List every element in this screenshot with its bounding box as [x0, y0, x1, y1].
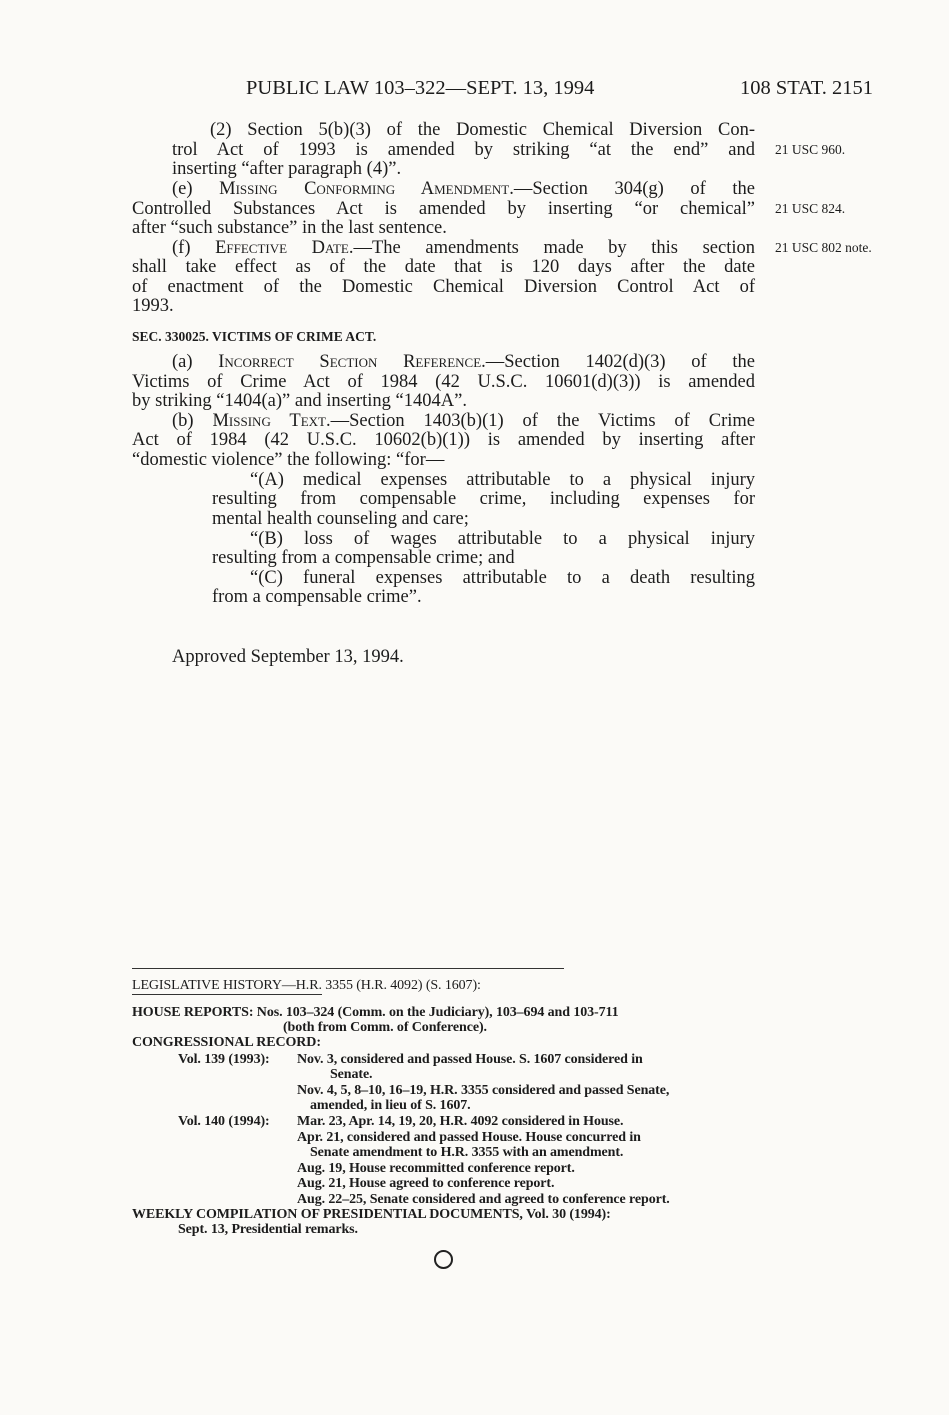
- text-line: by striking “1404(a)” and inserting “1404A”.: [132, 391, 467, 411]
- text-line: trol Act of 1993 is amended by striking “at the end” and: [172, 140, 755, 160]
- text-line: “(C) funeral expenses attributable to a death resulting: [250, 568, 755, 588]
- text-line: mental health counseling and care;: [212, 509, 469, 529]
- text-line: shall take effect as of the date that is 120 days after the date: [132, 257, 755, 277]
- history-line: Senate.: [330, 1067, 373, 1082]
- text-line: inserting “after paragraph (4)”.: [172, 159, 402, 179]
- text-line: of enactment of the Domestic Chemical Diversion Control Act of: [132, 277, 755, 297]
- underline: [132, 994, 322, 995]
- history-line: Mar. 23, Apr. 14, 19, 20, H.R. 4092 considered in House.: [297, 1114, 624, 1129]
- text-line: from a compensable crime”.: [212, 587, 422, 607]
- vol-140-label: Vol. 140 (1994):: [178, 1114, 270, 1129]
- legislative-history-title: LEGISLATIVE HISTORY—H.R. 3355 (H.R. 4092) (S. 1607):: [132, 978, 481, 993]
- text-line: 1993.: [132, 296, 174, 316]
- small-caps-heading: Effective Date: [215, 238, 349, 258]
- congressional-record-label: CONGRESSIONAL RECORD:: [132, 1035, 321, 1050]
- small-caps-heading: Incorrect Section Reference: [218, 352, 482, 372]
- text-line: Victims of Crime Act of 1984 (42 U.S.C. 10601(d)(3)) is amended: [132, 372, 755, 392]
- weekly-compilation: WEEKLY COMPILATION OF PRESIDENTIAL DOCUMENTS, Vol. 30 (1994):: [132, 1207, 611, 1222]
- text: (f): [172, 238, 216, 258]
- text-line: resulting from a compensable crime; and: [212, 548, 515, 568]
- text-line: after “such substance” in the last sentence.: [132, 218, 447, 238]
- paragraph-b-heading-line: [172, 411, 755, 431]
- paragraph-a-heading-line: [172, 352, 755, 372]
- history-line: Senate amendment to H.R. 3355 with an amendment.: [310, 1145, 624, 1160]
- history-line: Aug. 19, House recommitted conference report.: [297, 1161, 575, 1176]
- text-line: “(B) loss of wages attributable to a physical injury: [250, 529, 755, 549]
- margin-note: 21 USC 960.: [775, 142, 846, 157]
- house-reports-cont: (both from Comm. of Conference).: [283, 1020, 487, 1035]
- history-line: Nov. 4, 5, 8–10, 16–19, H.R. 3355 considered and passed Senate,: [297, 1083, 670, 1098]
- section-heading: SEC. 330025. VICTIMS OF CRIME ACT.: [132, 329, 377, 344]
- small-caps-heading: Missing Conforming Amendment: [219, 179, 510, 199]
- small-caps-heading: Missing Text: [212, 411, 326, 431]
- history-line: Aug. 22–25, Senate considered and agreed to conference report.: [297, 1192, 670, 1207]
- page-number: 108 STAT. 2151: [740, 77, 873, 99]
- divider: [132, 968, 564, 969]
- text-line: resulting from compensable crime, including expenses for: [212, 489, 755, 509]
- text: (b): [172, 411, 213, 431]
- text: (e): [172, 179, 220, 199]
- text-line: (2) Section 5(b)(3) of the Domestic Chemical Diversion Con-: [210, 120, 755, 140]
- vol-139-label: Vol. 139 (1993):: [178, 1052, 270, 1067]
- paragraph-f-heading-line: [172, 238, 755, 258]
- text: .—Section 304(g) of the: [509, 179, 755, 199]
- house-reports: HOUSE REPORTS: Nos. 103–324 (Comm. on the Judiciary), 103–694 and 103-711: [132, 1005, 619, 1020]
- text: (a): [172, 352, 219, 372]
- paragraph-e-heading-line: [172, 179, 755, 199]
- margin-note: 21 USC 802 note.: [775, 240, 872, 255]
- text: .—Section 1403(b)(1) of the Victims of Crime: [325, 411, 755, 431]
- history-line: amended, in lieu of S. 1607.: [310, 1098, 471, 1113]
- margin-note: 21 USC 824.: [775, 201, 846, 216]
- history-line: Nov. 3, considered and passed House. S. 1607 considered in: [297, 1052, 643, 1067]
- text: .—Section 1402(d)(3) of the: [481, 352, 755, 372]
- history-line: Sept. 13, Presidential remarks.: [178, 1222, 358, 1237]
- text-line: “domestic violence” the following: “for—: [132, 450, 445, 470]
- end-of-document-circle: [434, 1250, 453, 1269]
- text-line: “(A) medical expenses attributable to a physical injury: [250, 470, 755, 490]
- text-line: Controlled Substances Act is amended by inserting “or chemical”: [132, 199, 755, 219]
- history-line: Apr. 21, considered and passed House. House concurred in: [297, 1130, 641, 1145]
- text: .—The amendments made by this section: [348, 238, 755, 258]
- running-header-title: PUBLIC LAW 103–322—SEPT. 13, 1994: [246, 77, 595, 99]
- text-line: Act of 1984 (42 U.S.C. 10602(b)(1)) is amended by inserting after: [132, 430, 755, 450]
- history-line: Aug. 21, House agreed to conference report.: [297, 1176, 555, 1191]
- approval-date: Approved September 13, 1994.: [172, 647, 404, 667]
